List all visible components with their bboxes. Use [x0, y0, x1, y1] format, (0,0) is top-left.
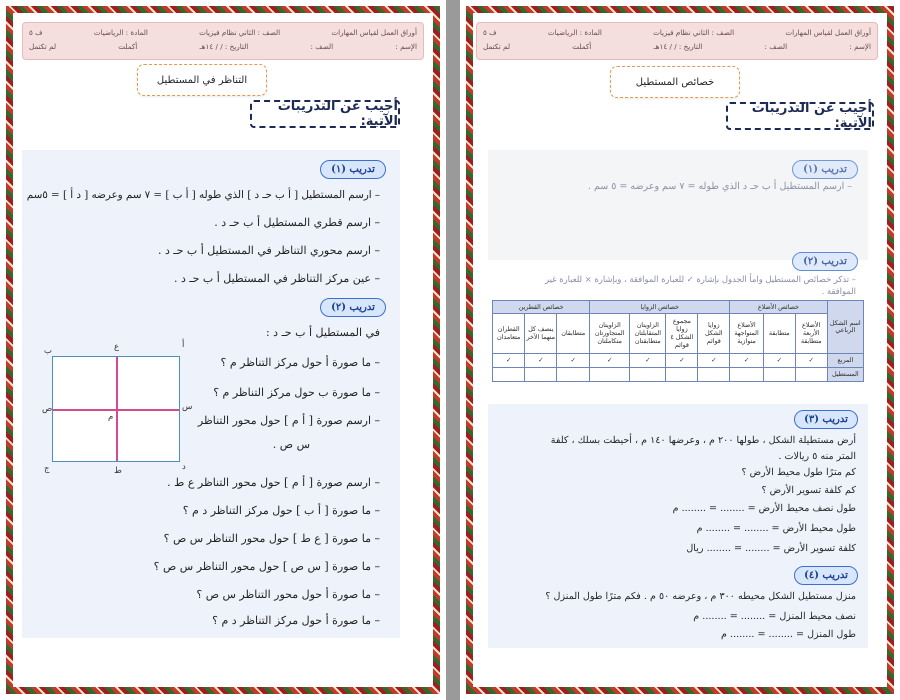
training-2-line: – ارسم صورة [ أ م ] حول محور التناظر — [197, 414, 380, 427]
page-header — [476, 22, 878, 60]
figure-label: م — [108, 412, 114, 422]
table-sub-header: الأضلاع الأربعة متطابقة — [795, 314, 827, 354]
table-row-header: المستطيل — [827, 368, 863, 382]
right-page — [460, 0, 900, 700]
figure-label: ص — [42, 404, 53, 414]
properties-table — [492, 300, 864, 382]
training-1-line: – ارسم المستطيل أ ب حـ د الذي طوله = ٧ سم وعرضه = ٥ سم . — [587, 181, 852, 192]
table-cell — [525, 368, 557, 382]
training-2-line: الموافقة . — [821, 286, 856, 296]
figure-label: أ — [182, 340, 185, 350]
table-cell: ✓ — [763, 354, 795, 368]
training-4-line: نصف محيط المنزل = ........ = ........ م — [693, 611, 856, 622]
training-3-line: المتر منه ٥ ريالات . — [778, 451, 856, 462]
table-cell — [795, 368, 827, 382]
training-2-label: تدريب (٢) — [320, 298, 386, 317]
training-1-line: – ارسم محوري التناظر في المستطيل أ ب حـ د . — [157, 244, 380, 257]
figure-label: ج — [44, 464, 50, 474]
table-row — [493, 354, 864, 368]
header-class-label: الصف : — [764, 42, 788, 51]
table-cell — [493, 368, 525, 382]
header-grade: الصف : الثاني نظام فيزيات — [199, 28, 281, 37]
header-assessment: أكملت — [118, 42, 138, 51]
figure-label: ب — [44, 346, 53, 356]
table-cell — [698, 368, 730, 382]
training-2-line: – ما صورة [ أ ب ] حول مركز التناظر د م ؟ — [182, 504, 380, 517]
training-3-line: أرض مستطيلة الشكل ، طولها ٢٠٠ م ، وعرضها ١٤٠ م ، أحيطت بسلك ، كلفة — [550, 435, 856, 446]
table-group-header: خصائص الزوايا — [590, 301, 730, 314]
training-3-line: كلفة تسوير الأرض = ........ = ........ ريال — [686, 543, 856, 554]
training-2-line: – ما صورة ب حول مركز التناظر م ؟ — [213, 386, 380, 399]
table-group-header: خصائص القطرين — [493, 301, 590, 314]
training-1-label: تدريب (١) — [792, 160, 858, 179]
training-2-line: – ما صورة أ حول مركز التناظر م ؟ — [220, 356, 380, 369]
training-2-intro: في المستطيل أ ب حـ د : — [265, 326, 380, 339]
figure-label: ع — [114, 342, 120, 352]
training-1-label: تدريب (١) — [320, 160, 386, 179]
figure-label: ط — [114, 466, 122, 476]
table-row-header: المربع — [827, 354, 863, 368]
table-cell: ✓ — [730, 354, 764, 368]
figure-label: د — [182, 462, 186, 472]
training-3-line: طول محيط الأرض = ........ = ........ م — [696, 523, 856, 534]
page-title: التناظر في المستطيل — [137, 64, 267, 96]
header-grade: الصف : الثاني نظام فيزيات — [653, 28, 735, 37]
header-date-label: التاريخ : / / ١٤هـ — [653, 42, 703, 51]
table-cell — [666, 368, 698, 382]
table-cell: ✓ — [630, 354, 666, 368]
figure-label: س — [182, 402, 193, 412]
training-2-line: – ما صورة أ حول مركز التناظر د م ؟ — [212, 614, 380, 627]
worksheet-scan — [488, 150, 868, 400]
table-sub-header: الزاويتان المتجاورتان متكاملتان — [590, 314, 630, 354]
table-sub-header: القطران متعامدان — [493, 314, 525, 354]
header-sheet-no: ف ٥ — [483, 28, 497, 37]
training-1-line: – ارسم قطري المستطيل أ ب حـ د . — [214, 216, 380, 229]
table-cell — [557, 368, 590, 382]
training-4-label: تدريب (٤) — [794, 566, 858, 585]
table-cell: ✓ — [525, 354, 557, 368]
training-4-line: منزل مستطيل الشكل محيطه ٣٠٠ م ، وعرضه ٥٠ م . فكم مترًا طول المنزل ؟ — [545, 591, 856, 602]
table-corner: اسم الشكل الرباعي — [827, 301, 863, 354]
table-sub-header: الأضلاع المتواجهة متوازية — [730, 314, 764, 354]
table-sub-header: الزاويتان المتقابلتان متطابقتان — [630, 314, 666, 354]
header-class-label: الصف : — [310, 42, 334, 51]
table-cell: ✓ — [493, 354, 525, 368]
training-2-line: – ما صورة [ س ص ] حول محور التناظر س ص ؟ — [153, 560, 380, 573]
table-cell — [590, 368, 630, 382]
table-cell — [763, 368, 795, 382]
worksheet-scan — [22, 150, 400, 638]
page-header — [22, 22, 424, 60]
instruction-heading: أجيب عن التدريبات الآتية: — [726, 102, 874, 130]
header-assessment: أكملت — [572, 42, 592, 51]
header-date-label: التاريخ : / / ١٤هـ — [199, 42, 249, 51]
training-3-label: تدريب (٣) — [794, 410, 858, 429]
header-attempt: لم تكتمل — [483, 42, 511, 51]
training-3-line: كم مترًا طول محيط الأرض ؟ — [741, 467, 856, 478]
header-name-label: الإسم : — [395, 42, 417, 51]
table-sub-header: متطابقة — [763, 314, 795, 354]
table-cell: ✓ — [557, 354, 590, 368]
table-sub-header: ينصف كل منهما الآخر — [525, 314, 557, 354]
page-title: خصائص المستطيل — [610, 66, 740, 98]
table-sub-header: مجموع زوايا الشكل ٤ قوائم — [666, 314, 698, 354]
page-gap — [446, 0, 460, 700]
training-4-line: طول المنزل = ........ = ........ م — [721, 629, 856, 640]
header-school: أوراق العمل لقياس المهارات — [785, 28, 871, 37]
training-2-line: – ما صورة أ حول محور التناظر س ص ؟ — [196, 588, 380, 601]
worksheet-scan — [488, 404, 868, 648]
table-row — [493, 368, 864, 382]
training-1-line: – عين مركز التناظر في المستطيل أ ب حـ د . — [173, 272, 380, 285]
training-2-line: – تذكر خصائص المستطيل وامأ الجدول بإشارة ✓ للعبارة الموافقة ، وبإشارة × للعبارة غير — [545, 274, 856, 284]
training-3-line: كم كلفة تسوير الأرض ؟ — [761, 485, 856, 496]
header-school: أوراق العمل لقياس المهارات — [331, 28, 417, 37]
table-cell: ✓ — [666, 354, 698, 368]
training-2-label: تدريب (٢) — [792, 252, 858, 271]
table-cell: ✓ — [795, 354, 827, 368]
header-name-label: الإسم : — [849, 42, 871, 51]
symmetry-axis-horizontal — [53, 409, 179, 411]
table-cell — [730, 368, 764, 382]
training-1-line: – ارسم المستطيل [ أ ب حـ د ] الذي طوله [ أ ب ] = ٧ سم وعرضه [ د أ ] = ٥سم — [26, 189, 380, 201]
training-3-line: طول نصف محيط الأرض = ........ = ........ م — [672, 503, 856, 514]
header-subject: المادة : الرياضيات — [93, 28, 148, 37]
header-subject: المادة : الرياضيات — [547, 28, 602, 37]
header-attempt: لم تكتمل — [29, 42, 57, 51]
rectangle-figure — [52, 356, 180, 462]
header-sheet-no: ف ٥ — [29, 28, 43, 37]
table-group-header: خصائص الأضلاع — [730, 301, 827, 314]
table-sub-header: زوايا الشكل قوائم — [698, 314, 730, 354]
table-cell — [630, 368, 666, 382]
table-cell: ✓ — [590, 354, 630, 368]
table-cell: ✓ — [698, 354, 730, 368]
training-2-line: – ما صورة [ ع ط ] حول محور التناظر س ص ؟ — [163, 532, 380, 545]
left-page — [0, 0, 446, 700]
training-2-line: س ص . — [272, 438, 310, 451]
training-2-line: – ارسم صورة [ أ م ] حول محور التناظر ع ط . — [167, 476, 380, 489]
table-sub-header: متطابقان — [557, 314, 590, 354]
instruction-heading: أجيب عن التدريبات الآتية: — [250, 100, 400, 128]
